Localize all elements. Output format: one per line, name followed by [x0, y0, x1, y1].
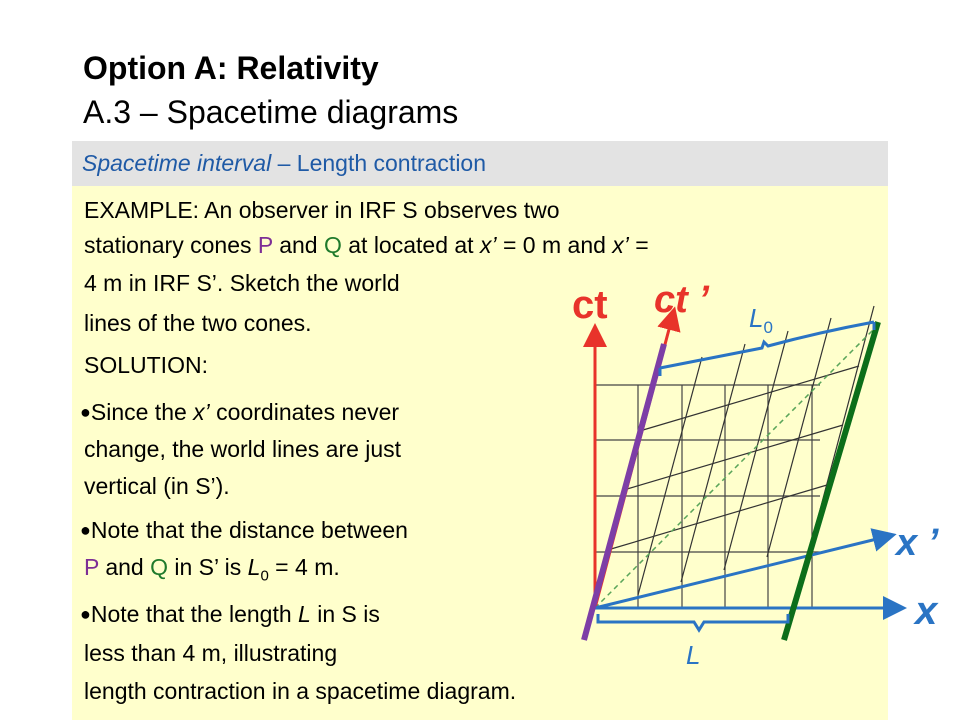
bullet-icon: ● — [80, 402, 91, 422]
section-heading-rest: – Length contraction — [271, 150, 487, 176]
text-run: stationary cones — [84, 232, 258, 258]
text-run: Note that the length — [90, 601, 299, 627]
bullet-3-line-2: less than 4 m, illustrating — [84, 640, 338, 666]
text-run: = — [628, 232, 649, 258]
bullet-1-line-2: change, the world lines are just — [84, 436, 402, 462]
world-line-q — [784, 322, 878, 640]
l-symbol: L — [298, 601, 311, 627]
text-run: = 0 m and — [496, 232, 613, 258]
cone-p-label: P — [257, 232, 273, 258]
l0-label-main: L — [749, 303, 764, 333]
cone-q-label: Q — [150, 554, 168, 580]
text-run: Since the — [90, 399, 194, 425]
x-prime-symbol: x’ — [612, 232, 629, 258]
slide-subtitle: A.3 – Spacetime diagrams — [83, 94, 459, 130]
s-prime-grid — [595, 306, 874, 608]
bullet-icon: ● — [80, 604, 91, 624]
text-run: at located at — [341, 232, 480, 258]
l-bracket — [598, 614, 788, 630]
text-run: in S is — [310, 601, 380, 627]
l0-label — [749, 303, 773, 337]
bullet-1-line-3: vertical (in S’). — [84, 473, 230, 499]
x-prime-axis-label: x ’ — [896, 522, 939, 564]
ct-prime-axis-label: ct ’ — [654, 279, 709, 321]
example-line-3: 4 m in IRF S’. Sketch the world — [84, 270, 400, 296]
text-run: and — [98, 554, 151, 580]
text-run: coordinates never — [209, 399, 400, 425]
l0-label-sub: 0 — [763, 318, 773, 337]
text-run: Note that the distance between — [90, 517, 408, 543]
example-line-1: EXAMPLE: An observer in IRF S observes two — [84, 197, 560, 223]
text-run: = 4 m. — [268, 554, 340, 580]
solution-heading: SOLUTION: — [84, 352, 208, 378]
l0-subscript: 0 — [260, 567, 269, 585]
bullet-3-line-3: length contraction in a spacetime diagram. — [84, 678, 517, 704]
l0-symbol: L — [247, 554, 261, 580]
x-prime-symbol: x’ — [479, 232, 497, 258]
ct-axis-label: ct — [572, 283, 608, 327]
cone-q-label: Q — [323, 232, 342, 258]
l-label: L — [686, 640, 701, 670]
x-axis-label: x — [915, 589, 938, 633]
slide-title: Option A: Relativity — [83, 50, 379, 86]
section-heading-italic: Spacetime interval — [82, 150, 272, 176]
text-run: and — [272, 232, 324, 258]
text-run: in S’ is — [167, 554, 248, 580]
x-prime-symbol: x’ — [193, 399, 210, 425]
cone-p-label: P — [84, 554, 99, 580]
bullet-icon: ● — [80, 520, 91, 540]
example-line-4: lines of the two cones. — [84, 310, 312, 336]
